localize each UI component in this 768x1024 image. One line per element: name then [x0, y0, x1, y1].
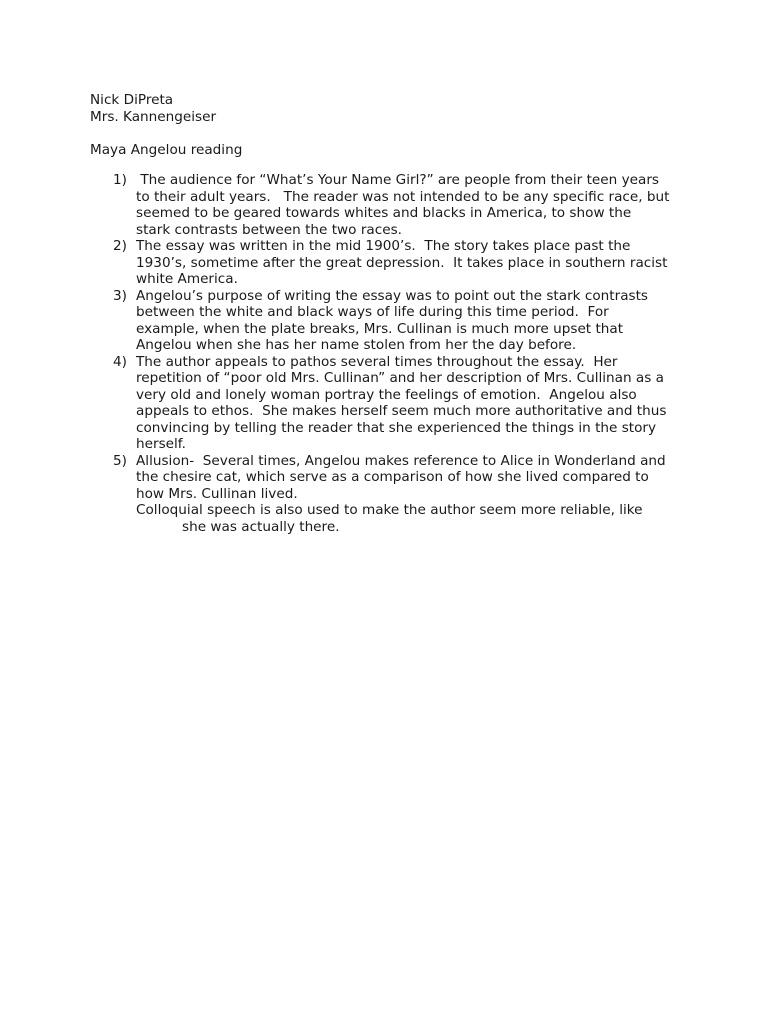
list-item: [90, 172, 690, 238]
list-item: [90, 453, 690, 536]
item-text-line: herself.: [136, 436, 186, 452]
teacher-name: Mrs. Kannengeiser: [90, 108, 217, 125]
item-text-line: Allusion- Several times, Angelou makes reference to Alice in Wonderland and: [136, 452, 666, 469]
item-number: 5): [113, 452, 127, 469]
item-text-line-indented: she was actually there.: [182, 518, 340, 535]
item-number: 1): [113, 172, 127, 188]
list-item: [90, 288, 690, 354]
header-block: [90, 92, 216, 125]
item-text-line: The audience for “What’s Your Name Girl?” are people from their teen years: [136, 172, 659, 188]
item-number: 3): [113, 287, 127, 304]
item-text-line: very old and lonely woman portray the feelings of emotion. Angelou also: [136, 386, 637, 403]
item-text-line: appeals to ethos. She makes herself seem much more authoritative and thus: [136, 403, 667, 419]
response-list: [90, 172, 690, 535]
list-item: [90, 354, 690, 453]
item-text-line: white America.: [136, 271, 238, 287]
item-text-line: Angelou when she has her name stolen from her the day before.: [136, 337, 577, 353]
student-name: Nick DiPreta: [90, 92, 174, 108]
item-text-line: stark contrasts between the two races.: [136, 221, 402, 238]
item-text-line: 1930’s, sometime after the great depression. It takes place in southern racist: [136, 254, 668, 271]
item-text-line: Angelou’s purpose of writing the essay was to point out the stark contrasts: [136, 287, 649, 304]
item-number: 2): [113, 238, 127, 254]
document-title: Maya Angelou reading: [90, 142, 243, 158]
item-text-line: example, when the plate breaks, Mrs. Cullinan is much more upset that: [136, 320, 624, 337]
item-text-line: to their adult years. The reader was not intended to be any specific race, but: [136, 188, 670, 205]
item-text-line: how Mrs. Cullinan lived.: [136, 485, 298, 502]
item-text-line: Colloquial speech is also used to make the author seem more reliable, like: [136, 502, 643, 518]
item-text-line: repetition of “poor old Mrs. Cullinan” and her description of Mrs. Cullinan as a: [136, 370, 664, 386]
list-item: [90, 238, 690, 288]
item-text-line: between the white and black ways of life during this time period. For: [136, 304, 609, 320]
item-text-line: seemed to be geared towards whites and blacks in America, to show the: [136, 205, 632, 221]
item-text-line: The author appeals to pathos several times throughout the essay. Her: [136, 353, 618, 370]
item-text-line: The essay was written in the mid 1900’s. The story takes place past the: [136, 238, 631, 254]
item-text-line: convincing by telling the reader that she experienced the things in the story: [136, 419, 657, 436]
item-text-line: the chesire cat, which serve as a comparison of how she lived compared to: [136, 469, 649, 485]
item-number: 4): [113, 353, 127, 370]
